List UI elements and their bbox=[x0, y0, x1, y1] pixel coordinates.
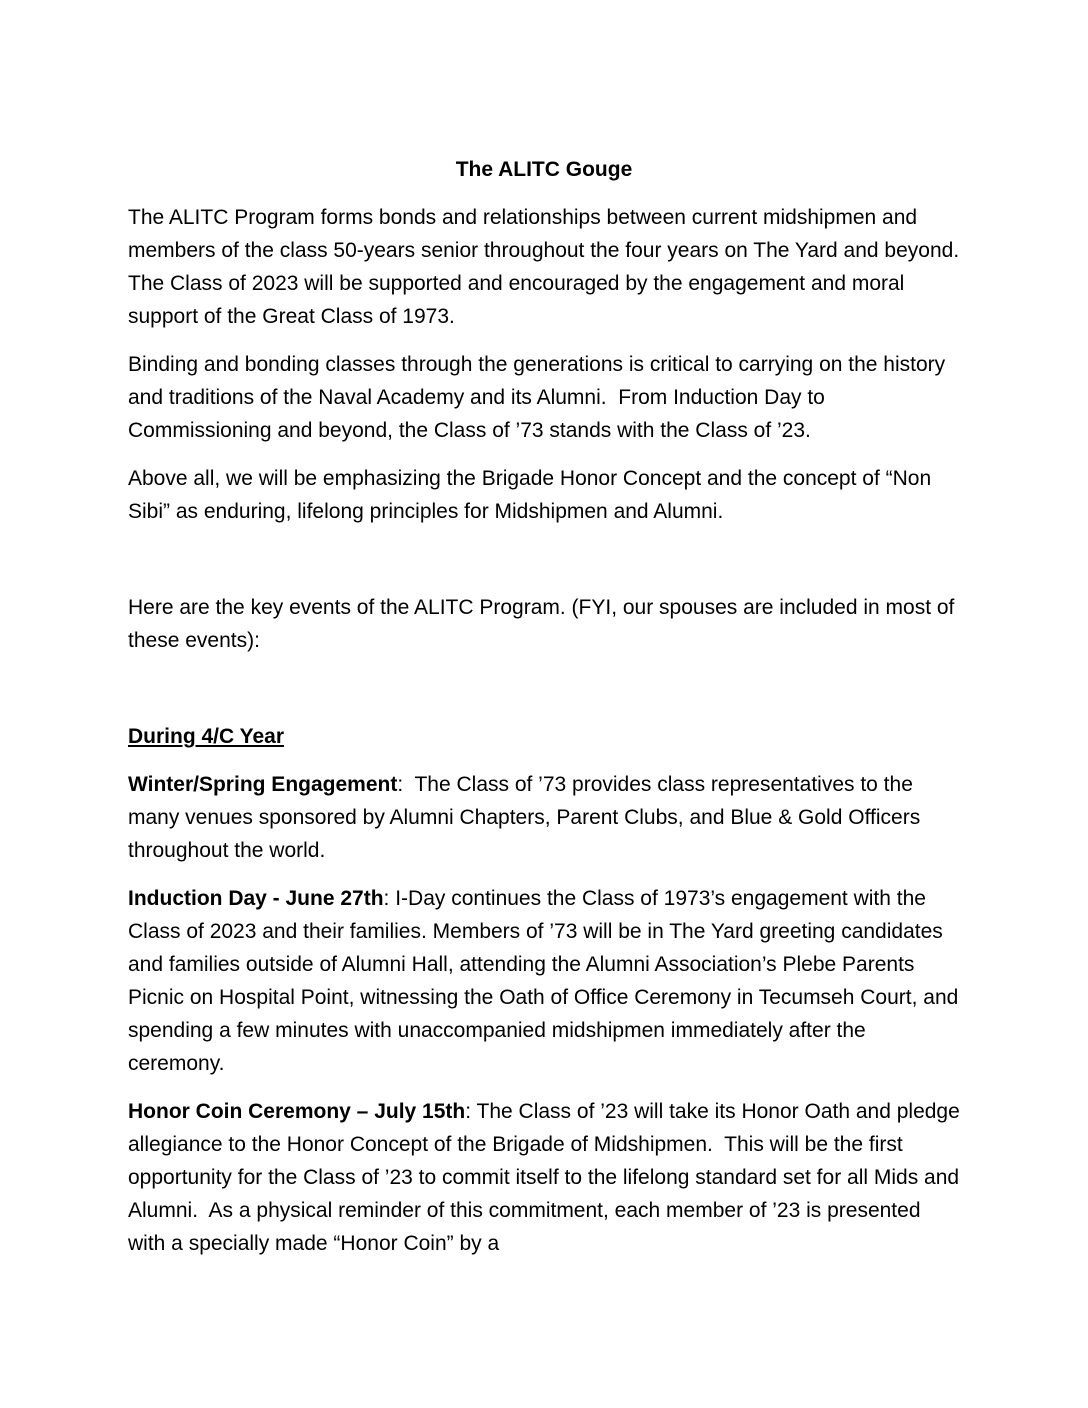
intro-paragraph-3: Above all, we will be emphasizing the Brigade Honor Concept and the concept of “Non Sibi” as enduring, lifelong principles for Midshipmen and Alumni. bbox=[128, 467, 937, 523]
event-title-honor-coin-ceremony: Honor Coin Ceremony – July 15th bbox=[128, 1100, 466, 1123]
blank-line bbox=[128, 543, 960, 576]
event-title-induction-day: Induction Day - June 27th bbox=[128, 887, 384, 910]
intro-paragraph-2: Binding and bonding classes through the generations is critical to carrying on the history and traditions of the Naval Academy and its Alumni. From Induction Day to Commissioning and beyond, the Class of ’73 stands with the Class of ’23. bbox=[128, 353, 951, 442]
event-paragraph-honor-coin-ceremony bbox=[128, 1095, 966, 1260]
intro-paragraph-1: The ALITC Program forms bonds and relationships between current midshipmen and members of the class 50-years senior throughout the four years on The Yard and beyond. The Class of 2023 will be supported and encouraged by the engagement and moral support of the Great Class of 1973. bbox=[128, 206, 971, 328]
event-paragraph-winter-spring-engagement bbox=[128, 768, 960, 867]
event-paragraph-induction-day bbox=[128, 882, 965, 1080]
section-heading-during-4c-year: During 4/C Year bbox=[128, 725, 285, 748]
event-body-induction-day: : I-Day continues the Class of 1973’s engagement with the Class of 2023 and their families. Members of ’73 will be in The Yard greeting candidates and families outside of Alumni Hall, attending the Alumni Association’s Plebe Parents Picnic on Hospital Point, witnessing the Oath of Office Ceremony in Tecumseh Court, and spending a few minutes with unaccompanied midshipmen immediately after the ceremony. bbox=[128, 887, 965, 1075]
event-body-honor-coin-ceremony: : The Class of ’23 will take its Honor Oath and pledge allegiance to the Honor Concept of the Brigade of Midshipmen. This will be the first opportunity for the Class of ’23 to commit itself to the lifelong standard set for all Mids and Alumni. As a physical reminder of this commitment, each member of ’23 is presented with a specially made “Honor Coin” by a bbox=[128, 1100, 966, 1255]
document-title: The ALITC Gouge bbox=[455, 158, 633, 181]
event-title-winter-spring-engagement: Winter/Spring Engagement bbox=[128, 773, 398, 796]
event-body-winter-spring-engagement: : The Class of ’73 provides class representatives to the many venues sponsored by Alumni Chapters, Parent Clubs, and Blue & Gold Officers throughout the world. bbox=[128, 773, 927, 862]
blank-line bbox=[128, 672, 960, 705]
key-events-intro-paragraph: Here are the key events of the ALITC Program. (FYI, our spouses are included in most of these events): bbox=[128, 596, 961, 652]
